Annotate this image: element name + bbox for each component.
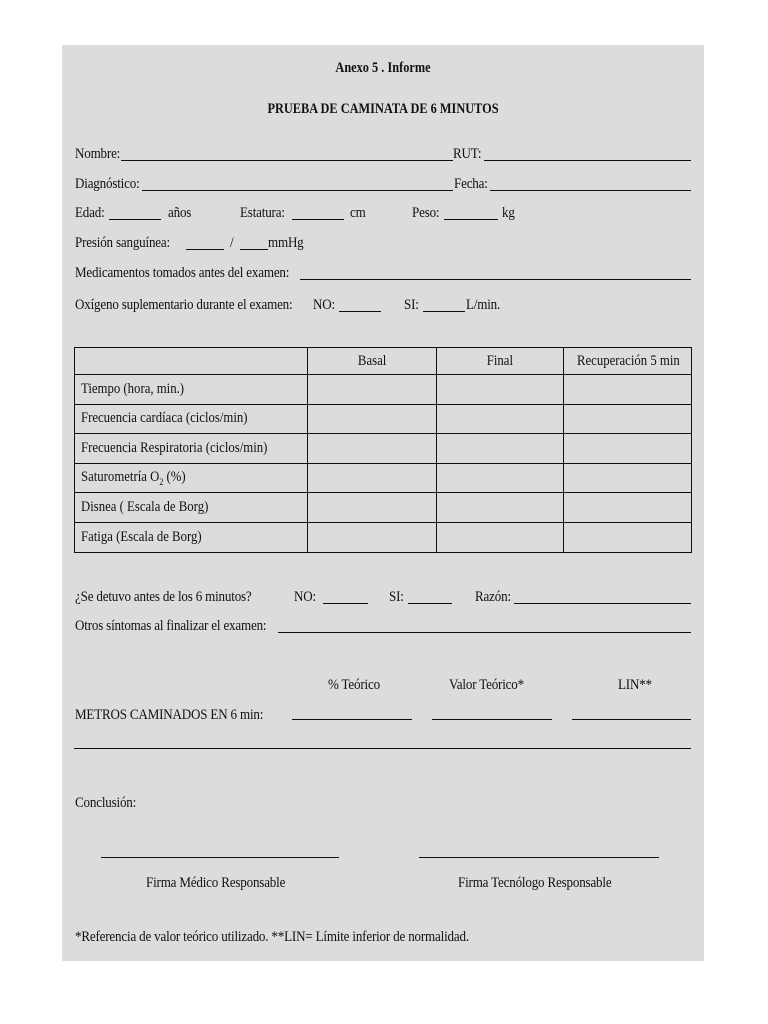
firma-medico-line[interactable] [101,857,339,858]
valor-teorico-field[interactable] [432,719,552,720]
lin-heading: LIN** [618,677,652,693]
detuvo-no-field[interactable] [323,603,368,604]
sat-symbol: O [150,469,160,486]
cell-final[interactable] [437,522,564,552]
oxigeno-label: Oxígeno suplementario durante el examen: [75,297,293,313]
diagnostico-field[interactable] [142,190,453,191]
teorico-pct-field[interactable] [292,719,412,720]
cell-final[interactable] [437,493,564,523]
table-row [75,404,692,434]
detuvo-si-label: SI: [389,589,404,605]
edad-label: Edad: [75,205,105,221]
row-label-frecuencia-cardiaca: Frecuencia cardíaca (ciclos/min) [75,404,308,434]
oxigeno-no-field[interactable] [339,311,381,312]
medicamentos-field[interactable] [300,279,691,280]
row-label-saturometria: Saturometría $O_2$ (%) [75,463,308,493]
oxigeno-no-label: NO: [313,297,335,313]
sat-subscript: 2 [159,477,164,488]
oxigeno-si-field[interactable] [423,311,465,312]
header-cell-recuperacion: Recuperación 5 min [564,348,692,375]
cell-basal[interactable] [308,493,437,523]
section-divider [74,748,691,749]
estatura-label: Estatura: [240,205,285,221]
lin-field[interactable] [572,719,691,720]
peso-label: Peso: [412,205,440,221]
annex-title: Anexo 5 . Informe [335,60,431,76]
mmhg-unit: mmHg [268,235,304,251]
kg-unit: kg [502,205,515,221]
rut-label: RUT: [453,146,482,162]
fecha-label: Fecha: [454,176,488,192]
cm-unit: cm [350,205,366,221]
teorico-pct-heading: % Teórico [328,677,380,693]
edad-field[interactable] [109,219,161,220]
oxigeno-si-label: SI: [404,297,419,313]
estatura-field[interactable] [292,219,344,220]
footnote: *Referencia de valor teórico utilizado. **LIN= Límite inferior de normalidad. [75,929,469,945]
detuvo-label: ¿Se detuvo antes de los 6 minutos? [75,589,252,605]
cell-recuperacion[interactable] [564,522,692,552]
presion-diastolica-field[interactable] [240,249,268,250]
medicamentos-label: Medicamentos tomados antes del examen: [75,265,290,281]
cell-final[interactable] [437,434,564,464]
presion-slash: / [230,235,234,251]
row-label-frecuencia-respiratoria: Frecuencia Respiratoria (ciclos/min) [75,434,308,464]
cell-basal[interactable] [308,375,437,405]
fecha-field[interactable] [490,190,691,191]
conclusion-label: Conclusión: [75,795,137,811]
cell-recuperacion[interactable] [564,434,692,464]
cell-recuperacion[interactable] [564,375,692,405]
sat-unit: (%) [166,469,186,486]
lmin-unit: L/min. [466,297,501,313]
cell-final[interactable] [437,463,564,493]
measurements-table [74,347,692,553]
table-row [75,463,692,493]
rut-field[interactable] [484,160,691,161]
cell-recuperacion[interactable] [564,463,692,493]
firma-medico-label: Firma Médico Responsable [146,875,286,891]
otros-sintomas-label: Otros síntomas al finalizar el examen: [75,618,267,634]
nombre-field[interactable] [121,160,453,161]
cell-basal[interactable] [308,463,437,493]
presion-sistolica-field[interactable] [186,249,224,250]
table-row [75,375,692,405]
otros-sintomas-field[interactable] [278,632,691,633]
cell-recuperacion[interactable] [564,493,692,523]
diagnostico-label: Diagnóstico: [75,176,140,192]
row-label-disnea: Disnea ( Escala de Borg) [75,493,308,523]
presion-label: Presión sanguínea: [75,235,170,251]
table-row [75,522,692,552]
razon-label: Razón: [475,589,511,605]
firma-tecnologo-label: Firma Tecnólogo Responsable [458,875,612,891]
header-cell-empty [75,348,308,375]
cell-basal[interactable] [308,404,437,434]
table-header-row [75,348,692,375]
detuvo-si-field[interactable] [408,603,452,604]
table-row [75,493,692,523]
metros-caminados-label: METROS CAMINADOS EN 6 min: [75,707,264,723]
anos-unit: años [168,205,192,221]
detuvo-no-label: NO: [294,589,316,605]
cell-basal[interactable] [308,434,437,464]
cell-recuperacion[interactable] [564,404,692,434]
cell-final[interactable] [437,404,564,434]
row-label-tiempo: Tiempo (hora, min.) [75,375,308,405]
header-cell-final: Final [437,348,564,375]
row-label-fatiga: Fatiga (Escala de Borg) [75,522,308,552]
table-row [75,434,692,464]
form-title: PRUEBA DE CAMINATA DE 6 MINUTOS [267,101,499,117]
razon-field[interactable] [514,603,691,604]
nombre-label: Nombre: [75,146,121,162]
firma-tecnologo-line[interactable] [419,857,659,858]
header-cell-basal: Basal [308,348,437,375]
cell-final[interactable] [437,375,564,405]
peso-field[interactable] [444,219,498,220]
cell-basal[interactable] [308,522,437,552]
valor-teorico-heading: Valor Teórico* [449,677,524,693]
